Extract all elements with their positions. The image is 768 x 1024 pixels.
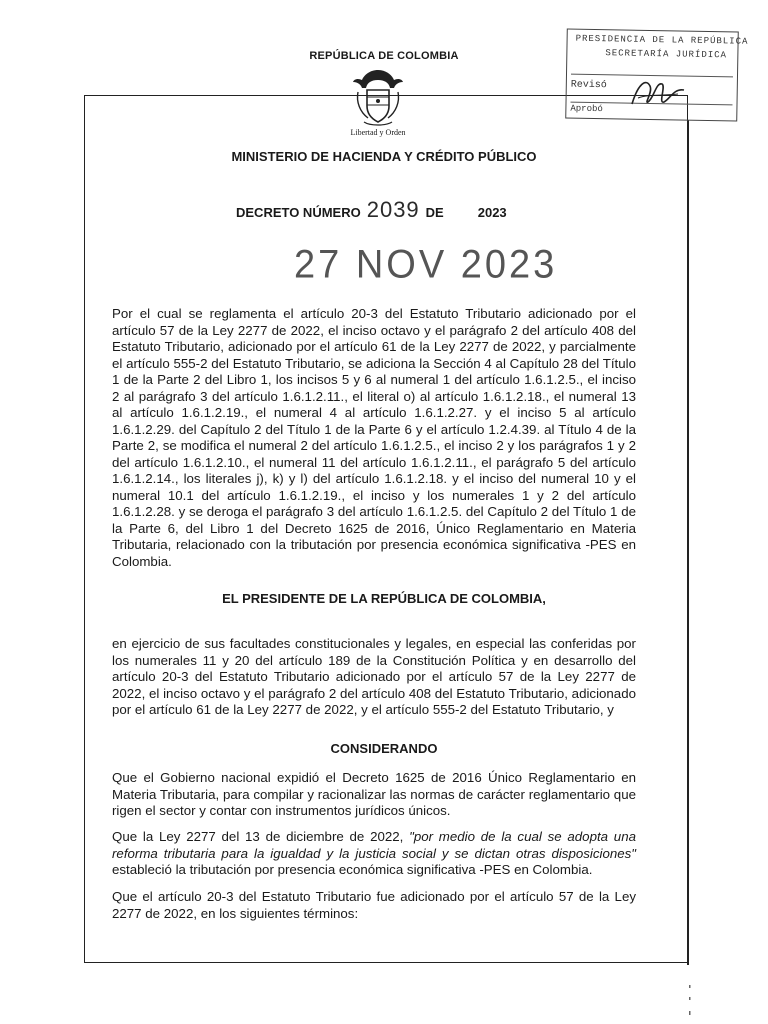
motto: Libertad y Orden [350,128,406,137]
country-heading: REPÚBLICA DE COLOMBIA [309,50,459,62]
border-tail-line [687,120,689,965]
powers-paragraph: en ejercicio de sus facultades constitucionales y legales, en especial las conferidas por los numerales 11 y 20 del artículo 189 de la Constitución Política y en desarrollo del artículo 20-3 del Estatuto Tributario adicionado por el artículo 57 de la Ley 2277 de 2022, el inciso octavo y el parágrafo 2 del artículo 408 del Estatuto Tributario, adicionado por el artículo 61 de la Ley 2277 de 2022, y el artículo 555-2 del Estatuto Tributario, y [112,636,636,717]
ministry-heading: MINISTERIO DE HACIENDA Y CRÉDITO PÚBLICO [231,149,537,164]
considerando-heading: CONSIDERANDO [330,741,438,756]
decree-number: 2039 [366,197,420,222]
decree-de: DE [425,205,444,220]
paragraph-2-start: Que la Ley 2277 del 13 de diciembre de 2022, [112,829,410,844]
paragraph-2-end: estableció la tributación por presencia económica significativa -PES en Colombia. [112,862,593,877]
decree-summary: Por el cual se reglamenta el artículo 20-3 del Estatuto Tributario adicionado por el artículo 57 de la Ley 2277 de 2022, el inciso octavo y el parágrafo 2 del artículo 408 del Estatuto Tributario, adicionado por el artículo 61 de la Ley 2277 de 2022, y parcialmente el artículo 555-2 del Estatuto Tributario, se adiciona la Sección 4 al Capítulo 28 del Título 1 de la Parte 2 del Libro 1, los incisos 5 y 6 al numeral 1 del artículo 1.6.1.2.5., el inciso 2 al parágrafo 3 del artículo 1.6.1.2.11., el literal o) al artículo 1.6.1.2.18., el numeral 13 al artículo 1.6.1.2.19., el numeral 4 al artículo 1.6.1.2.27. y el inciso 5 al artículo 1.6.1.2.29. del Capítulo 2 del Título 1 de la Parte 6 y el artículo 1.2.4.39. al Título 4 de la Parte 2, se modifica el numeral 2 del artículo 1.6.1.2.5., el inciso 2 y los parágrafos 1 y 2 del artículo 1.6.1.2.10., el numeral 11 del artículo 1.6.1.2.11., el parágrafo 5 del artículo 1.6.1.2.14., los literales j), k) y l) del artículo 1.6.1.2.18. y el inciso del numeral 10 y el numeral 10.1 del artículo 1.6.1.2.19., el inciso y los numerales 1 y 2 del artículo 1.6.1.2.28. y se deroga el parágrafo 3 del artículo 1.6.1.2.5. del Capítulo 2 del Título 1 de la Parte 6, del Libro 1 del Decreto 1625 de 2016, Único Reglamentario en Materia Tributaria, relacionado con la tributación por presencia económica significativa -PES en Colombia. [112,306,636,569]
scan-marks [688,985,692,1021]
considerando-paragraph-1: Que el Gobierno nacional expidió el Decreto 1625 de 2016 Único Reglamentario en Materia Tributaria, para compilar y racionalizar las normas de carácter reglamentario que rigen el sector y contar con instrumentos jurídicos únicos. [112,770,636,818]
stamp-reviso: Revisó [570,79,607,92]
considerando-paragraph-2 [112,829,636,879]
law-title-quote: "por medio de la cual se adopta una reforma tributaria para la igualdad y la justicia social y se dictan otras disposiciones" [112,829,636,861]
stamp-office: PRESIDENCIA DE LA REPÚBLICA [575,33,749,47]
president-heading: EL PRESIDENTE DE LA REPÚBLICA DE COLOMBIA, [222,591,546,606]
signature-icon [628,74,688,114]
decree-line [236,197,507,223]
stamp-department: SECRETARÍA JURÍDICA [605,48,728,61]
stamp-aprobo: Aprobó [570,103,603,115]
decree-year: 2023 [477,205,507,220]
decree-label: DECRETO NÚMERO [236,205,361,220]
considerando-paragraph-3: Que el artículo 20-3 del Estatuto Tributario fue adicionado por el artículo 57 de la Ley 2277 de 2022, en los siguientes términos: [112,889,636,921]
date-stamp: 27 NOV 2023 [294,242,558,288]
